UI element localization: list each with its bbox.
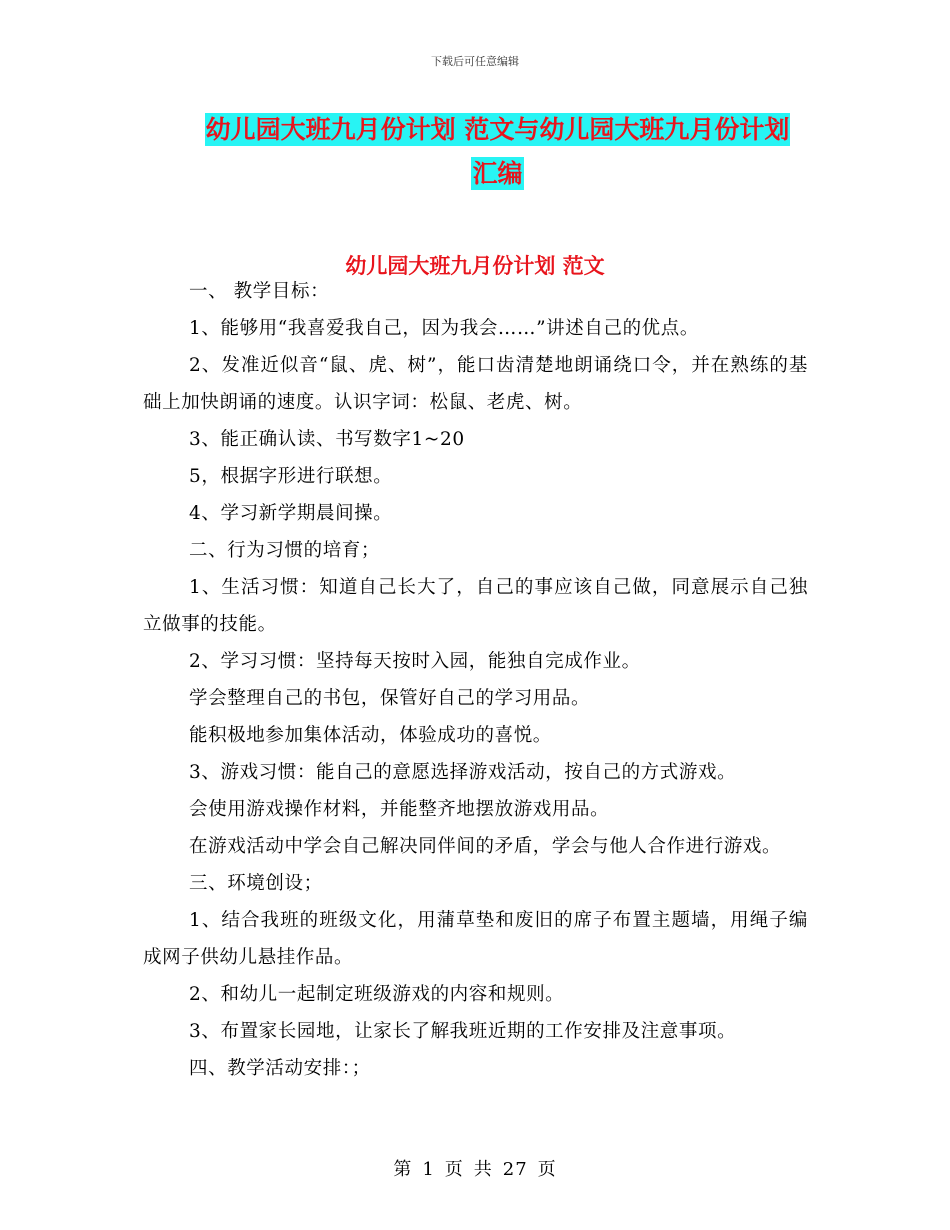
paragraph: 3、游戏习惯：能自己的意愿选择游戏活动，按自己的方式游戏。 xyxy=(189,762,737,783)
paragraph: 四、教学活动安排：； xyxy=(189,1058,371,1079)
title-highlight-1: 幼儿园大班九月份计划 范文与幼儿园大班九月份计划 xyxy=(205,115,790,144)
paragraph: 学会整理自己的书包，保管好自己的学习用品。 xyxy=(189,688,591,709)
paragraph: 1、结合我班的班级文化，用蒲草垫和废旧的席子布置主题墙，用绳子编成网子供幼儿悬挂作品。 xyxy=(143,910,808,968)
paragraph: 会使用游戏操作材料，并能整齐地摆放游戏用品。 xyxy=(189,799,610,820)
paragraph: 1、生活习惯：知道自己长大了，自己的事应该自己做，同意展示自己独立做事的技能。 xyxy=(143,577,808,635)
total-unit: 页 xyxy=(537,1159,557,1180)
document-title-line-1 xyxy=(185,112,810,148)
paragraph: 在游戏活动中学会自己解决同伴间的矛盾，学会与他人合作进行游戏。 xyxy=(189,836,782,857)
paragraph: 能积极地参加集体活动，体验成功的喜悦。 xyxy=(189,725,552,746)
paragraph: 3、布置家长园地，让家长了解我班近期的工作安排及注意事项。 xyxy=(189,1021,737,1042)
total-label: 共 xyxy=(473,1159,493,1180)
total-pages: 27 xyxy=(502,1159,528,1180)
paragraph: 三、环境创设； xyxy=(189,873,323,894)
paragraph: 2、学习习惯：坚持每天按时入园，能独自完成作业。 xyxy=(189,651,641,672)
paragraph: 2、和幼儿一起制定班级游戏的内容和规则。 xyxy=(189,984,565,1005)
page-label: 第 xyxy=(393,1159,413,1180)
paragraph: 5，根据字形进行联想。 xyxy=(189,466,393,487)
header-note: 下载后可任意编辑 xyxy=(431,55,519,68)
page-number: 1 xyxy=(422,1159,435,1180)
paragraph: 1、能够用“我喜爱我自己，因为我会……”讲述自己的优点。 xyxy=(189,318,699,339)
paragraph: 3、能正确认读、书写数字1~20 xyxy=(189,429,465,450)
title-highlight-2: 汇编 xyxy=(472,159,523,188)
paragraph: 4、学习新学期晨间操。 xyxy=(189,503,393,524)
paragraph: 2、发准近似音“鼠、虎、树”，能口齿清楚地朗诵绕口令，并在熟练的基础上加快朗诵的速度。认识字词：松鼠、老虎、树。 xyxy=(143,355,808,413)
document-body xyxy=(143,273,808,1087)
page-unit: 页 xyxy=(444,1159,464,1180)
section-title: 幼儿园大班九月份计划 范文 xyxy=(345,254,605,278)
document-title-line-2 xyxy=(185,156,810,192)
paragraph: 二、行为习惯的培育； xyxy=(189,540,381,561)
page-footer xyxy=(0,1155,950,1181)
paragraph: 一、 教学目标： xyxy=(189,281,330,302)
